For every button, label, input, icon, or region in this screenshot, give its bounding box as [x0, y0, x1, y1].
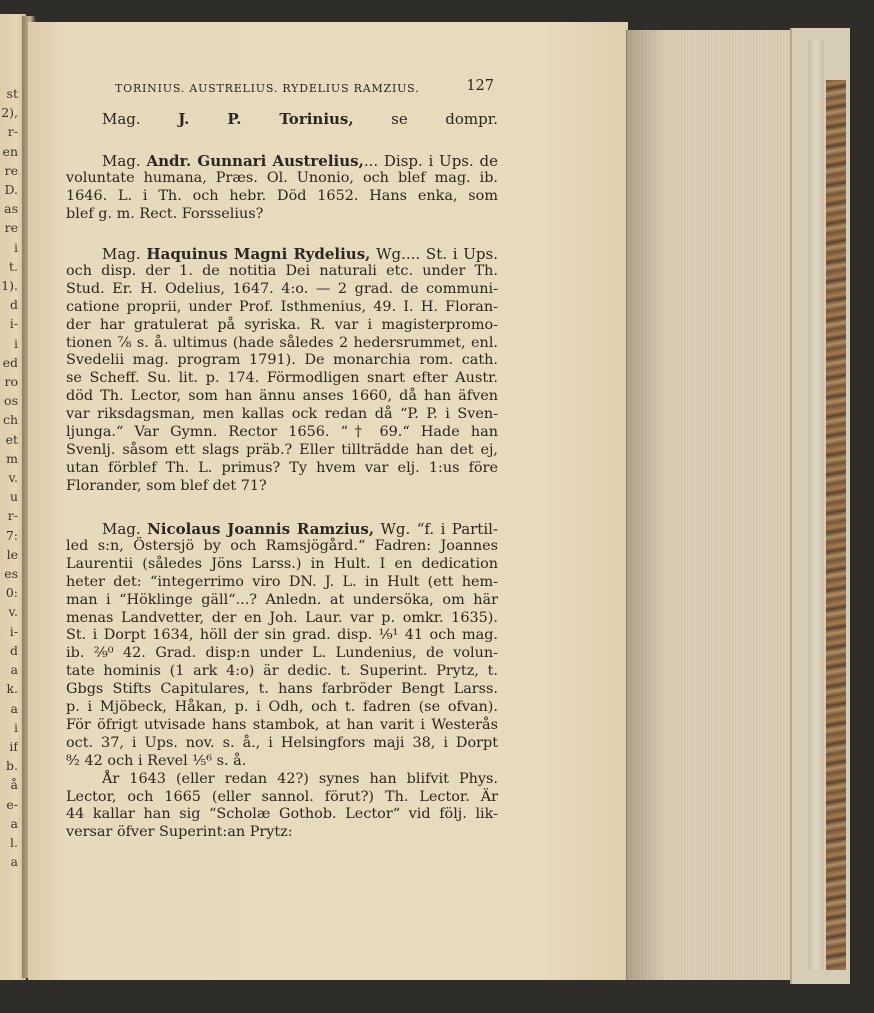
facing-page-fragment: i [14, 719, 18, 735]
facing-page-fragment: b. [6, 758, 18, 774]
facing-page-fragment: r- [7, 124, 18, 140]
facing-page-fragment: a [10, 854, 18, 870]
text-line: Gbgs Stifts Capitulares, t. hans farbröder Bengt Larss. [66, 681, 498, 698]
entry-name: Andr. Gunnari Austrelius, [146, 152, 364, 170]
page-number: 127 [466, 78, 494, 94]
facing-page-fragment: u [9, 489, 18, 505]
text-line: ib. ²⁄₉⁰ 42. Grad. disp:n under L. Lundenius, de volun- [66, 645, 498, 662]
facing-page-fragment: a [10, 815, 18, 831]
facing-page-fragment: r- [7, 508, 18, 524]
facing-page-fragment: 1). [1, 278, 18, 294]
facing-page-fragment: D. [4, 182, 18, 198]
text-line: tionen ⅞ s. å. ultimus (hade således 2 hedersrummet, enl. [66, 334, 498, 351]
text-line: Svedelii mag. program 1791). De monarchia rom. cath. [66, 352, 498, 369]
text-line: var riksdagsman, men kallas ock redan då “P. P. i Sven- [66, 406, 498, 423]
text-line: oct. 37, i Ups. nov. s. å., i Helsingfors maji 38, i Dorpt [66, 734, 498, 751]
text-line: ⁸⁄₂ 42 och i Revel ¹⁄₅⁶ s. å. [66, 752, 247, 769]
text-line [102, 245, 498, 263]
facing-page-fragment: a [10, 700, 18, 716]
running-header-names: TORINIUS. AUSTRELIUS. RYDELIUS RAMZIUS. [115, 82, 420, 95]
facing-page-fragment: re [4, 220, 18, 236]
entry-prefix: Mag. [102, 110, 179, 128]
facing-page-fragment: en [2, 143, 18, 159]
text-line: heter det: “integerrimo viro DN. J. L. in Hult (ett hem- [66, 573, 498, 590]
facing-page-fragment: re [4, 162, 18, 178]
entry-text: Wg.... St. i Ups. [370, 245, 498, 263]
facing-page-fragment: ed [2, 354, 18, 370]
facing-page-fragment: st [6, 86, 18, 101]
text-line: utan förblef Th. L. primus? Ty hvem var elj. 1:us före [66, 459, 498, 476]
entry-text: ... Disp. i Ups. de [363, 152, 498, 170]
facing-page-fragment: i- [9, 623, 18, 639]
facing-page-fragment: d [9, 297, 18, 313]
text-line [102, 520, 498, 538]
text-line: 44 kallar han sig “Scholæ Gothob. Lector“ vid följ. lik- [66, 806, 498, 823]
facing-page-fragment: l. [10, 834, 18, 850]
text-line: se Scheff. Su. lit. p. 174. Förmodligen snart efter Austr. [66, 370, 498, 387]
facing-page-text-fragments [0, 84, 18, 871]
facing-page-fragment: a [10, 662, 18, 678]
facing-page-fragment: 2), [1, 105, 18, 121]
text-line: p. i Mjöbeck, Håkan, p. i Odh, och t. fadren (se ofvan). [66, 699, 498, 715]
text-line: voluntate humana, Præs. Ol. Unonio, och blef mag. ib. [66, 169, 498, 186]
text-line: man i “Höklinge gäll“...? Anledn. at undersöka, om här [66, 591, 498, 608]
facing-page-fragment: le [6, 546, 18, 562]
text-line: Svenlj. såsom ett slags präb.? Eller tillträdde han det ej, [66, 441, 498, 458]
text-line: Lector, och 1665 (eller sannol. förut?) Th. Lector. Är [66, 788, 498, 805]
text-line: Stud. Er. H. Odelius, 1647. 4:o. — 2 grad. de communi- [66, 280, 498, 297]
facing-page-fragment: es [4, 566, 18, 582]
text-line: och disp. der 1. de notitia Dei naturali etc. under Th. [66, 262, 498, 279]
facing-page-fragment: i- [9, 316, 18, 332]
text-line: catione proprii, under Prof. Isthmenius, 49. I. H. Floran- [66, 298, 498, 315]
entry-prefix: Mag. [102, 152, 147, 170]
text-line: tate hominis (1 ark 4:o) är dedic. t. Superint. Prytz, t. [66, 663, 498, 680]
text-line: blef g. m. Rect. Forsselius? [66, 205, 264, 222]
facing-page-fragment: v. [8, 470, 18, 486]
entry-text: Wg. “f. i Partil- [374, 520, 498, 538]
text-line: För öfrigt utvisade hans stambok, at han varit i Westerås [66, 716, 498, 733]
text-line: versar öfver Superint:an Prytz: [66, 824, 293, 841]
facing-page-fragment: ro [4, 374, 18, 390]
facing-page-fragment: m [6, 450, 18, 466]
entry-name: Nicolaus Joannis Ramzius, [147, 520, 375, 538]
facing-page-fragment: v. [8, 604, 18, 620]
text-line: Laurentii (således Jöns Larss.) in Hult. I en dedication [66, 555, 498, 572]
cover-edge-paper [808, 40, 824, 970]
text-line: 1646. L. i Th. och hebr. Död 1652. Hans enka, som [66, 187, 498, 204]
facing-page-fragment: as [4, 201, 18, 217]
entry-prefix: Mag. [102, 245, 147, 263]
text-line: St. i Dorpt 1634, höll der sin grad. disp. ¹⁄₉¹ 41 och mag. [66, 627, 498, 644]
fore-edge-shadow [626, 30, 666, 980]
facing-page-fragment: ch [2, 412, 18, 428]
facing-page-fragment: t. [9, 258, 18, 274]
marbled-cover-edge [826, 80, 846, 970]
facing-page-fragment: os [4, 393, 18, 409]
facing-page-fragment: et [5, 431, 18, 447]
entry-name: Haquinus Magni Rydelius, [146, 245, 371, 263]
text-line: der har gratulerat på syriska. R. var i magisterpromo- [66, 316, 498, 333]
facing-page-fragment: e- [6, 796, 18, 812]
text-line: ljunga.“ Var Gymn. Rector 1656. “† 69.“ Hade han [66, 424, 498, 440]
facing-page-fragment: d [9, 642, 18, 658]
text-line: menas Landvetter, der en Joh. Laur. var p. omkr. 1635). [66, 609, 498, 626]
text-line [102, 152, 498, 170]
text-line: död Th. Lector, som han ännu anses 1660, då han äfven [66, 388, 498, 405]
facing-page-fragment: i [14, 335, 18, 351]
facing-page-fragment: 7: [5, 527, 18, 543]
facing-page-fragment: å [10, 777, 18, 793]
text-line: led s:n, Östersjö by och Ramsjögård.“ Fadren: Joannes [66, 537, 498, 554]
facing-page-fragment: i [14, 239, 18, 255]
entry-text: se dompr. [353, 110, 498, 128]
facing-page-fragment: k. [6, 681, 18, 697]
text-line [102, 110, 498, 128]
entry-name: J. P. Torinius, [178, 110, 354, 128]
text-line: År 1643 (eller redan 42?) synes han blifvit Phys. [102, 770, 498, 787]
entry-prefix: Mag. [102, 520, 148, 538]
facing-page-fragment: 0: [5, 585, 18, 601]
running-header [115, 80, 500, 100]
text-line: Florander, som blef det 71? [66, 477, 267, 494]
facing-page-fragment: if [9, 738, 18, 754]
